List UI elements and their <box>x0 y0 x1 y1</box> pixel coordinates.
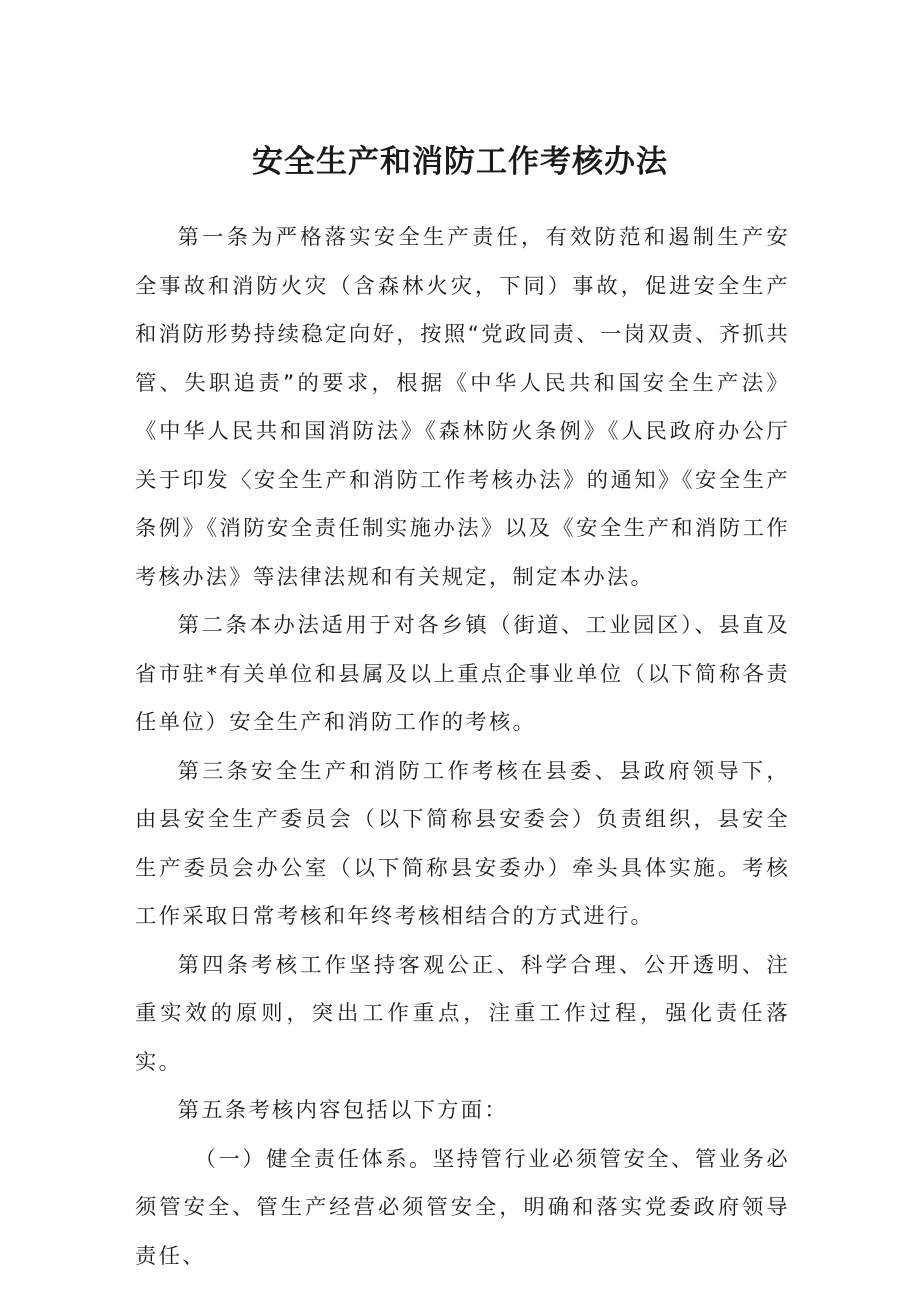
article-5-item-1-paragraph: （一）健全责任体系。坚持管行业必须管安全、管业务必须管安全、管生产经营必须管安全，明确和落实党委政府领导责任、 <box>135 1146 790 1269</box>
article-3-paragraph: 第三条安全生产和消防工作考核在县委、县政府领导下，由县安全生产委员会（以下简称县安委会）负责组织，县安全生产委员会办公室（以下简称县安委办）牵头具体实施。考核工作采取日常考核和年终考核相结合的方式进行。 <box>135 758 790 929</box>
article-4-paragraph: 第四条考核工作坚持客观公正、科学合理、公开透明、注重实效的原则，突出工作重点，注重工作过程，强化责任落实。 <box>135 952 790 1075</box>
article-2-paragraph: 第二条本办法适用于对各乡镇（街道、工业园区）、县直及省市驻*有关单位和县属及以上重点企事业单位（以下简称各责任单位）安全生产和消防工作的考核。 <box>135 613 790 735</box>
document-title: 安全生产和消防工作考核办法 <box>252 144 668 180</box>
article-1-paragraph: 第一条为严格落实安全生产责任，有效防范和遏制生产安全事故和消防火灾（含森林火灾，下同）事故，促进安全生产和消防形势持续稳定向好，按照“党政同责、一岗双责、齐抓共管、失职追责”的要求，根据《中华人民共和国安全生产法》《中华人民共和国消防法》《森林防火条例》《人民政府办公厅关于印发〈安全生产和消防工作考核办法》的通知》《安全生产条例》《消防安全责任制实施办法》以及《安全生产和消防工作考核办法》等法律法规和有关规定，制定本办法。 <box>135 225 790 590</box>
document-body <box>135 214 790 1281</box>
article-5-paragraph: 第五条考核内容包括以下方面： <box>177 1098 508 1123</box>
